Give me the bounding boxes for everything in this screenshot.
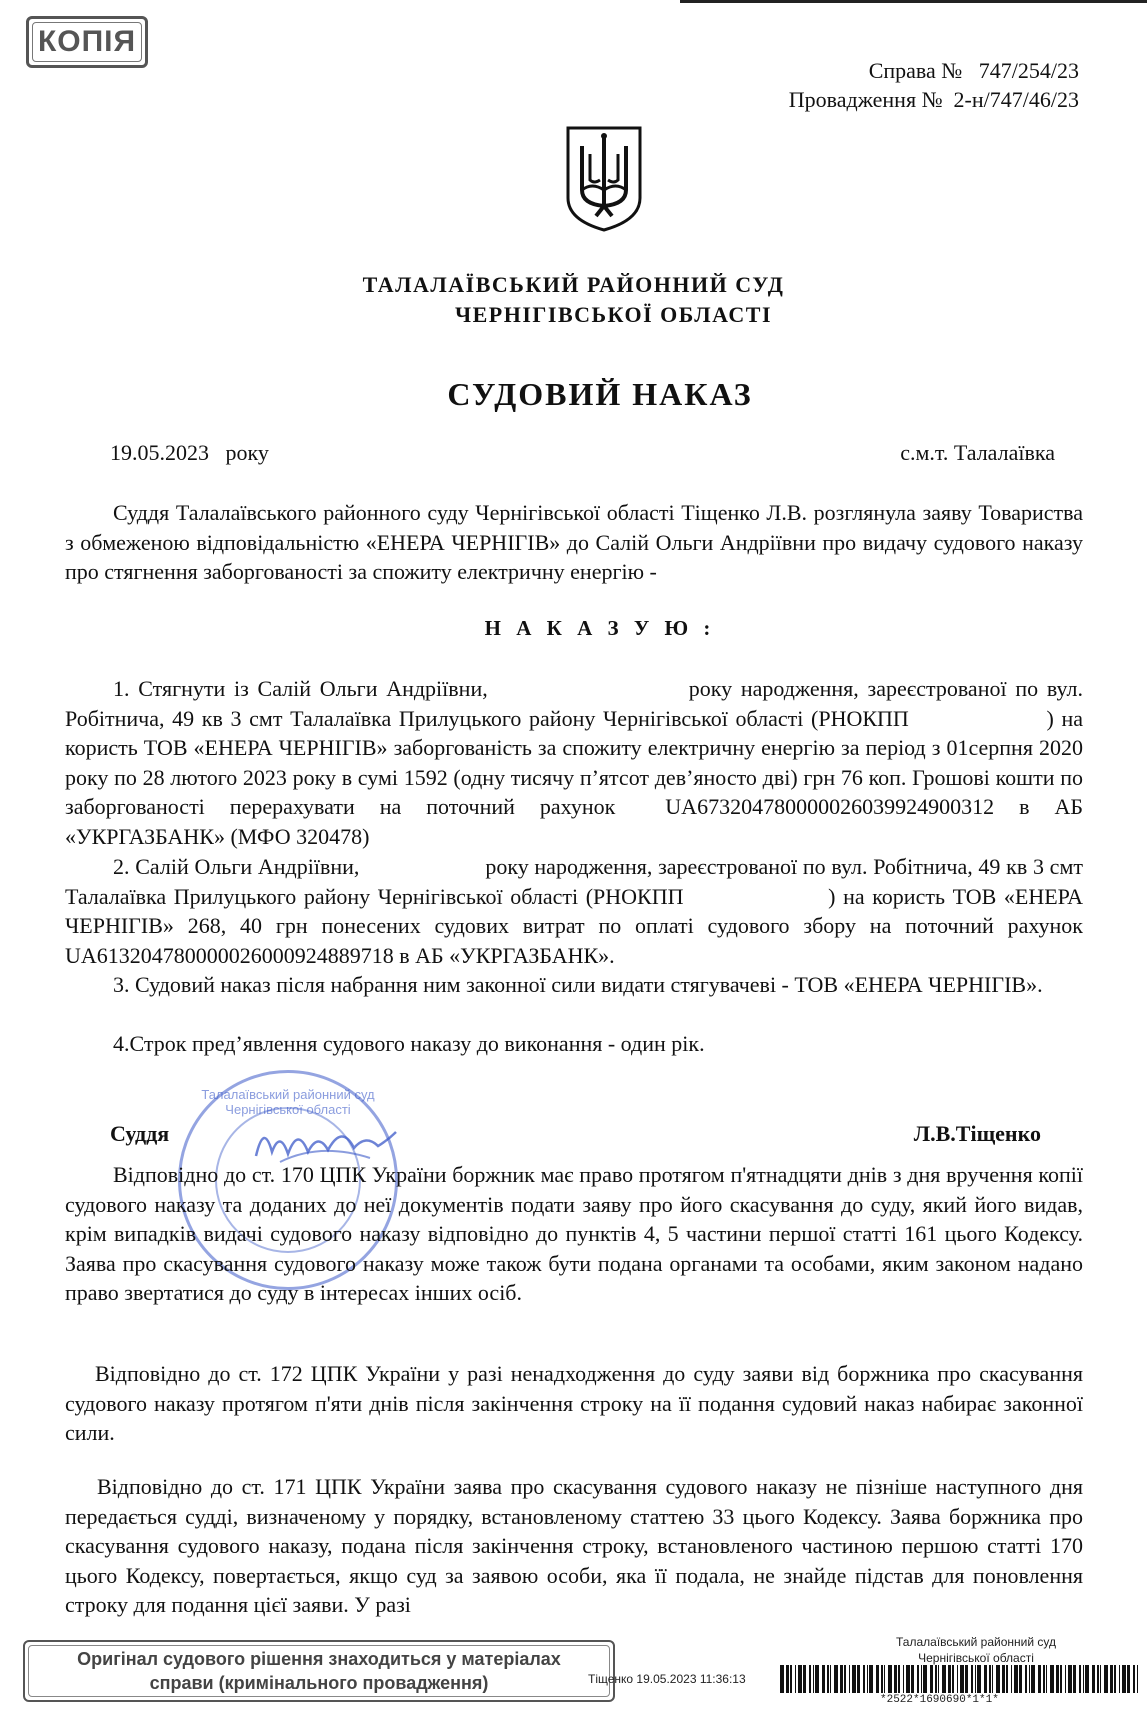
order-item-1: 1. Стягнути із Салій Ольги Андріївни, року народження, зареєстрованої по вул. Робітнича, 49 кв 3 смт Талалаївка Прилуцького району Чернігівської області (РНОКПП ) на користь ТОВ «ЕНЕРА ЧЕРНІГІВ» заборгованість за спожиту електричну енергію за період з 01серпня 2020 року по 28 лютого 2023 року в сумі 1592 (одну тисячу п’ятсот дев’яносто дві) грн 76 коп. Грошові кошти по заборгованості перерахувати на поточний рахунок UA673204780000026039924900312 в АБ «УКРГАЗБАНК» (МФО 320478) (65, 676, 1089, 849)
barcode-icon (780, 1665, 1140, 1693)
order-date: 19.05.2023 року (110, 440, 269, 465)
order-heading: Н А К А З У Ю : (484, 616, 716, 640)
scan-edge-line (680, 0, 1147, 3)
court-name-line2: ЧЕРНІГІВСЬКОЇ ОБЛАСТІ (454, 302, 773, 327)
copy-stamp (26, 16, 148, 68)
seal-text: Талалаївський районний суд Чернігівської області (201, 1087, 375, 1117)
notice-art171: Відповідно до ст. 171 ЦПК України заява про скасування судового наказу не пізніше наступного дня передається судді, визначеному у порядку, встановленому статтею 33 цього Кодексу. Заява боржника про скасування судового наказу, подана після закінчення строку, встановленого частиною першою статті 170 цього Кодексу, повертається, якщо суд за заявою особи, яка її подала, не знайде підстав для поновлення строку для подання цієї заяви. У разі (65, 1474, 1083, 1617)
court-name-line1: ТАЛАЛАЇВСЬКИЙ РАЙОННИЙ СУД (362, 272, 785, 297)
electronic-signature-info: Тіщенко 19.05.2023 11:36:13 (588, 1672, 746, 1686)
barcode-court-caption (826, 1634, 1126, 1666)
original-location-stamp (23, 1640, 615, 1702)
barcode-court-line1: Талалаївський районний суд (896, 1635, 1056, 1649)
document-title: СУДОВИЙ НАКАЗ (447, 376, 753, 412)
order-item-2: 2. Салій Ольги Андріївни, року народження, зареєстрованої по вул. Робітнича, 49 кв 3 смт Талалаївка Прилуцького району Чернігівської області (РНОКПП ) на користь ТОВ «ЕНЕРА ЧЕРНІГІВ» 268, 40 грн понесених судових витрат по оплаті судового збору на поточний рахунок UA613204780000026000924889718 в АБ «УКРГАЗБАНК». (65, 854, 1089, 968)
judge-name: Л.В.Тіщенко (913, 1121, 1041, 1146)
order-place: с.м.т. Талалаївка (900, 440, 1055, 465)
case-number: Справа № 747/254/23 (868, 58, 1079, 83)
judge-label: Суддя (110, 1121, 170, 1146)
original-location-line2: справи (кримінального провадження) (149, 1673, 489, 1693)
intro-paragraph: Суддя Талалаївського районного суду Чернігівської області Тіщенко Л.В. розглянула заяву Товариства з обмеженою відповідальністю «ЕНЕРА ЧЕРНІГІВ» до Салій Ольги Андріївни про видачу судового наказу про стягнення заборгованості за спожиту електричну енергію - (65, 500, 1083, 584)
barcode-code: *2522*1690690*1*1* (880, 1694, 999, 1706)
notice-art172: Відповідно до ст. 172 ЦПК України у разі ненадходження до суду заяви від боржника про скасування судового наказу протягом п'яти днів після закінчення строку на її подання судовий наказ набирає законної сили. (65, 1361, 1083, 1445)
case-info (789, 56, 1079, 114)
notice-art170: Відповідно до ст. 170 ЦПК України боржник має право протягом п'ятнадцяти днів з дня вручення копії судового наказу та доданих до неї документів подати заяву про його скасування до суду, який його видав, крім випадків видачі судового наказу відповідно до пунктів 4, 5 частини першої статті 161 цього Кодексу. Заява про скасування судового наказу може також бути подана органами та особами, яким законом надано право звертатися до суду в інтересах інших осіб. (65, 1162, 1083, 1305)
coat-of-arms-icon (564, 124, 644, 234)
original-location-line1: Оригінал судового рішення знаходиться у матеріалах (77, 1649, 561, 1669)
order-item-4: 4.Строк пред’явлення судового наказу до виконання - один рік. (113, 1031, 705, 1056)
barcode-court-line2: Чернігівської області (918, 1651, 1034, 1665)
order-item-3: 3. Судовий наказ після набрання ним законної сили видати стягувачеві - ТОВ «ЕНЕРА ЧЕРНІГІВ». (113, 972, 1043, 997)
copy-stamp-label: КОПІЯ (37, 25, 137, 58)
proceeding-number: Провадження № 2-н/747/46/23 (788, 87, 1079, 112)
